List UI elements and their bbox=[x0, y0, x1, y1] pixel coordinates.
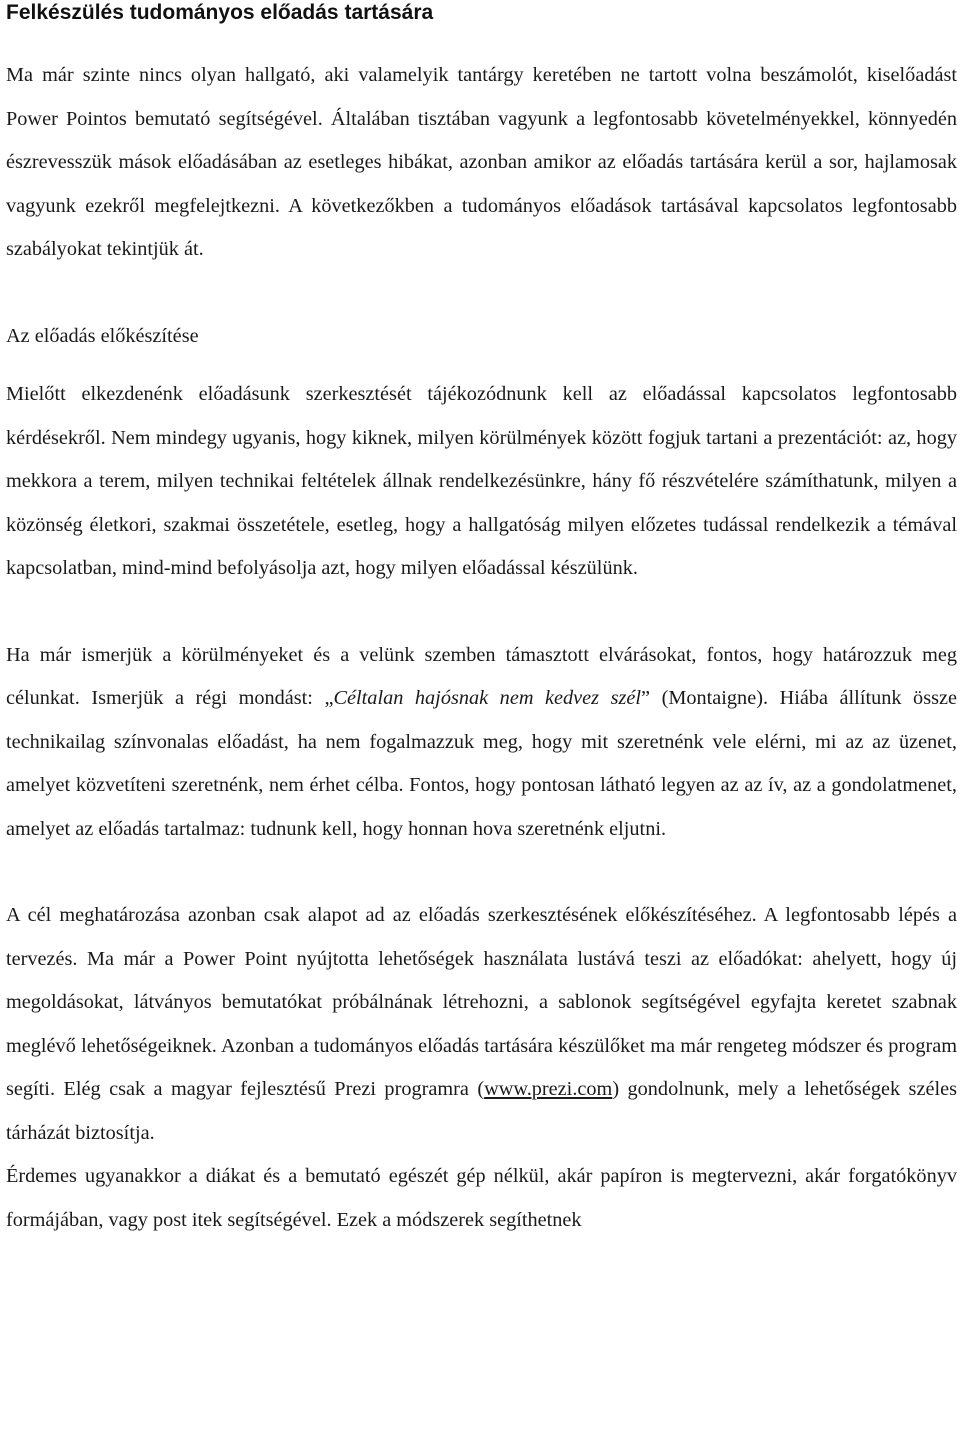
goal-paragraph bbox=[6, 634, 957, 852]
intro-paragraph: Ma már szinte nincs olyan hallgató, aki valamelyik tantárgy keretében ne tartott volna beszámolót, kiselőadást Power Pointos bemutató segítségével. Általában tisztában vagyunk a legfontosabb követelményekkel, könnyedén észrevesszük mások előadásában az esetleges hibákat, azonban amikor az előadás tartására kerül a sor, hajlamosak vagyunk ezekről megfelejtkezni. A következőkben a tudományos előadások tartásával kapcsolatos legfontosabb szabályokat tekintjük át. bbox=[6, 64, 957, 260]
preparation-paragraph: Mielőtt elkezdenénk előadásunk szerkesztését tájékozódnunk kell az előadással kapcsolatos legfontosabb kérdésekről. Nem mindegy ugyanis, hogy kiknek, milyen körülmények között fogjuk tartani a prezentációt: az, hogy mekkora a terem, milyen technikai feltételek állnak rendelkezésünkre, hány fő részvételére számíthatunk, milyen a közönség életkori, szakmai összetétele, esetleg, hogy a hallgatóság milyen előzetes tudással rendelkezik a témával kapcsolatban, mind-mind befolyásolja azt, hogy milyen előadással készülünk. bbox=[6, 383, 957, 579]
goal-text-before-quote: Ha már ismerjük a körülményeket és a velünk szemben támasztott elvárásokat, fontos, hogy határozzuk meg célunkat. Ismerjük a régi mondást: „ bbox=[6, 643, 957, 709]
planning-text-before-link: A cél meghatározása azonban csak alapot ad az előadás szerkesztésének előkészítéséhez. A legfontosabb lépés a tervezés. Ma már a Power Point nyújtotta lehetőségek használata lustává teszi az előadókat: ahelyett, hogy új megoldásokat, látványos bemutatókat próbálnának létrehozni, a sablonok segítségével egyfajta keretet szabnak meglévő lehetőségeiknek. Azonban a tudományos előadás tartására készülőket ma már rengeteg módszer és program segíti. Elég csak a magyar fejlesztésű Prezi programra ( bbox=[6, 904, 957, 1100]
planning-text-after-link: ) gondolnunk, mely a lehetőségek széles tárházát biztosítja. bbox=[6, 1078, 957, 1144]
montaigne-quote: Céltalan hajósnak nem kedvez szél bbox=[333, 687, 642, 709]
prezi-link[interactable]: www.prezi.com bbox=[484, 1078, 613, 1100]
section-heading: Az előadás előkészítése bbox=[6, 324, 199, 347]
document-title: Felkészülés tudományos előadás tartására bbox=[6, 1, 434, 24]
planning-paragraph bbox=[6, 894, 957, 1155]
goal-text-after-quote: ” (Montaigne). Hiába állítunk össze technikailag színvonalas előadást, ha nem fogalmazzuk meg, hogy mit szeretnénk vele elérni, mi az az üzenet, amelyet közvetíteni szeretnénk, nem érhet célba. Fontos, hogy pontosan látható legyen az az ív, az a gondolatmenet, amelyet az előadás tartalmaz: tudnunk kell, hogy honnan hova szeretnénk eljutni. bbox=[6, 687, 957, 840]
storyboard-paragraph: Érdemes ugyanakkor a diákat és a bemutató egészét gép nélkül, akár papíron is megtervezni, akár forgatókönyv formájában, vagy post itek segítségével. Ezek a módszerek segíthetnek bbox=[6, 1165, 957, 1231]
